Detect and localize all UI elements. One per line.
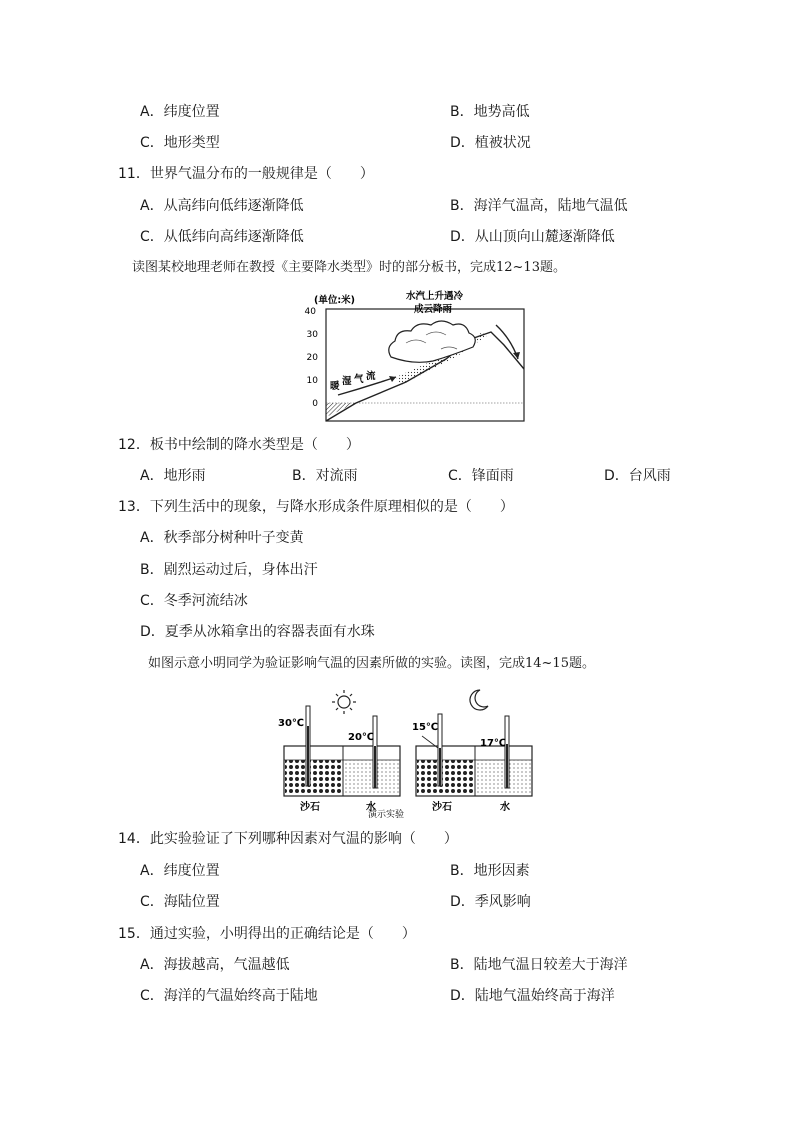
q13-option-a: A．秋季部分树种叶子变黄 <box>140 530 304 546</box>
day-sand <box>285 760 342 795</box>
wind-char-1: 暖 <box>330 381 340 392</box>
q14-option-a: A．纬度位置 <box>140 863 220 879</box>
reading-intro-12-13: 读图某校地理老师在教授《主要降水类型》时的部分板书，完成12~13题。 <box>132 260 566 275</box>
q10-option-a: A．纬度位置 <box>140 104 220 120</box>
rain-cloud <box>389 321 476 362</box>
q12-option-a: A．地形雨 <box>140 468 206 484</box>
night-water-temp: 17℃ <box>480 738 507 749</box>
reading-intro-14-15: 如图示意小明同学为验证影响气温的因素所做的实验。读图，完成14~15题。 <box>148 656 595 671</box>
day-water-temp: 20℃ <box>348 732 375 743</box>
q11-option-b: B．海洋气温高，陆地气温低 <box>450 198 628 214</box>
tick-20: 20 <box>306 353 318 363</box>
q15-option-b: B．陆地气温日较差大于海洋 <box>450 957 628 973</box>
day-water <box>344 760 399 795</box>
night-sand-label: 沙石 <box>432 802 452 813</box>
q15-option-a: A．海拔越高，气温越低 <box>140 957 290 973</box>
q12-option-d: D．台风雨 <box>604 468 671 484</box>
day-sand-temp: 30℃ <box>278 718 305 729</box>
unit-label: (单位:米) <box>314 295 355 306</box>
day-sand-label: 沙石 <box>300 802 320 813</box>
q10-option-d: D．植被状况 <box>450 135 531 151</box>
q13-option-d: D．夏季从冰箱拿出的容器表面有水珠 <box>140 624 375 640</box>
q11-option-a: A．从高纬向低纬逐渐降低 <box>140 198 304 214</box>
night-water <box>476 760 531 795</box>
orographic-rain-figure <box>296 287 526 425</box>
tick-30: 30 <box>306 330 318 340</box>
tick-10: 10 <box>306 376 318 386</box>
q14-stem: 14．此实验验证了下列哪种因素对气温的影响（ ） <box>118 831 458 847</box>
q12-stem: 12．板书中绘制的降水类型是（ ） <box>118 437 360 453</box>
wind-char-4: 流 <box>366 371 376 382</box>
q15-option-d: D．陆地气温始终高于海洋 <box>450 988 615 1004</box>
q11-option-c: C．从低纬向高纬逐渐降低 <box>140 229 304 245</box>
q12-option-b: B．对流雨 <box>292 468 358 484</box>
q13-option-c: C．冬季河流结冰 <box>140 593 248 609</box>
tick-40: 40 <box>304 307 316 317</box>
sun-icon <box>332 690 356 714</box>
moon-icon <box>470 690 488 710</box>
q10-option-b: B．地势高低 <box>450 104 530 120</box>
experiment-figure <box>276 686 536 818</box>
q15-option-c: C．海洋的气温始终高于陆地 <box>140 988 318 1004</box>
caption-line-2: 成云降雨 <box>414 304 453 315</box>
q11-stem: 11．世界气温分布的一般规律是（ ） <box>118 166 374 182</box>
q13-option-b: B．剧烈运动过后，身体出汗 <box>140 562 318 578</box>
q13-stem: 13．下列生活中的现象，与降水形成条件原理相似的是（ ） <box>118 499 514 515</box>
q11-option-d: D．从山顶向山麓逐渐降低 <box>450 229 615 245</box>
night-water-label: 水 <box>500 802 510 813</box>
night-sand-temp: 15℃ <box>412 722 439 733</box>
q14-option-d: D．季风影响 <box>450 894 531 910</box>
q14-option-b: B．地形因素 <box>450 863 530 879</box>
q14-option-c: C．海陆位置 <box>140 894 220 910</box>
q15-stem: 15．通过实验，小明得出的正确结论是（ ） <box>118 926 416 942</box>
night-sand <box>417 760 474 795</box>
q10-option-c: C．地形类型 <box>140 135 220 151</box>
tick-0: 0 <box>312 399 318 409</box>
wind-char-3: 气 <box>354 374 364 385</box>
caption-line-1: 水汽上升遇冷 <box>406 291 464 302</box>
q12-option-c: C．锋面雨 <box>448 468 514 484</box>
experiment-caption: 演示实验 <box>368 810 405 818</box>
wind-char-2: 湿 <box>342 376 352 387</box>
day-water-label: 水 <box>366 802 376 813</box>
